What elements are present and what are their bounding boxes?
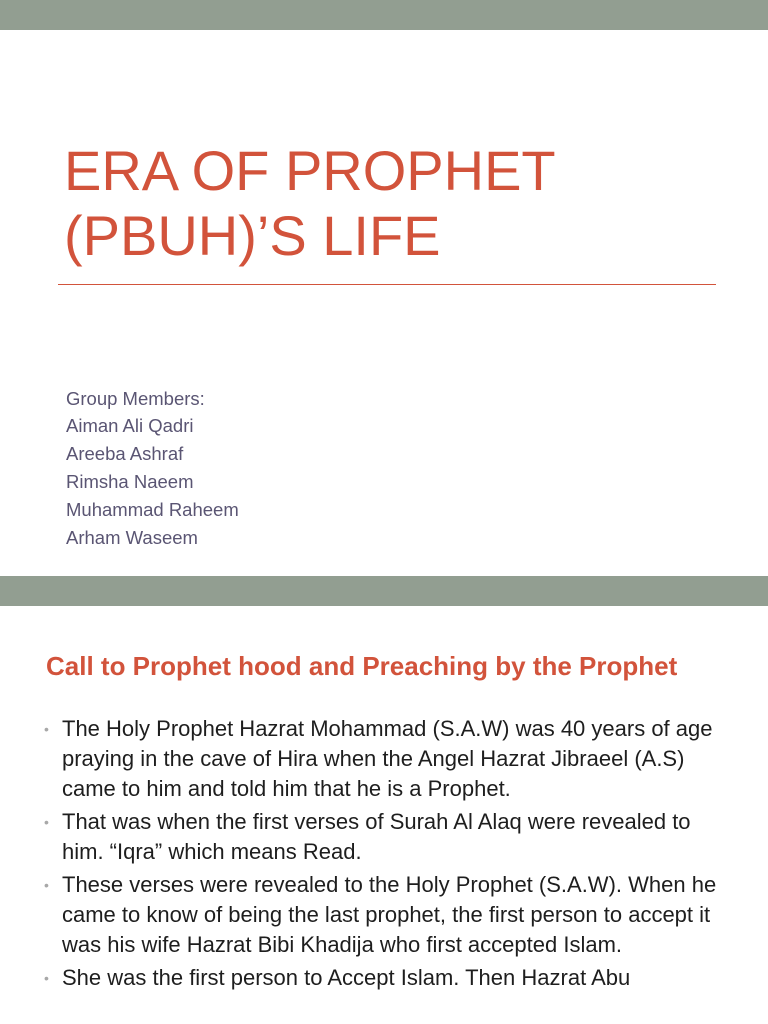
bullet-item [44, 870, 734, 960]
bullet-list [44, 714, 734, 996]
title-divider [58, 284, 716, 285]
bullet-icon: • [44, 814, 49, 830]
bullet-item [44, 963, 734, 993]
bullet-text: These verses were revealed to the Holy Prophet (S.A.W). When he came to know of being the last prophet, the first person to accept it was his wife Hazrat Bibi Khadija who first accepted Islam. [62, 872, 717, 957]
member-name: Rimsha Naeem [66, 471, 194, 492]
bullet-item [44, 714, 734, 804]
bullet-icon: • [44, 877, 49, 893]
member-name: Arham Waseem [66, 527, 198, 548]
bullet-item [44, 807, 734, 867]
slide-title-line-1: ERA OF PROPHET [64, 139, 556, 202]
bullet-text: She was the first person to Accept Islam. Then Hazrat Abu [62, 965, 631, 990]
member-name: Muhammad Raheem [66, 499, 239, 520]
slide-title-line-2: (PBUH)’S LIFE [64, 204, 441, 267]
bullet-text: The Holy Prophet Hazrat Mohammad (S.A.W) was 40 years of age praying in the cave of Hira when the Angel Hazrat Jibraeel (A.S) came to him and told him that he is a Prophet. [62, 716, 713, 801]
member-name: Areeba Ashraf [66, 443, 184, 464]
title-slide [0, 30, 768, 576]
slide-heading: Call to Prophet hood and Preaching by the Prophet [46, 651, 678, 681]
bullet-icon: • [44, 721, 49, 737]
top-header-band [0, 0, 768, 30]
slide-title [64, 138, 704, 268]
bullet-text: That was when the first verses of Surah Al Alaq were revealed to him. “Iqra” which means Read. [62, 809, 691, 864]
content-slide [0, 606, 768, 1024]
bullet-icon: • [44, 970, 49, 986]
group-members-label: Group Members: [66, 388, 205, 409]
slide-separator-band [0, 576, 768, 606]
member-name: Aiman Ali Qadri [66, 415, 194, 436]
group-members-list [66, 386, 239, 552]
